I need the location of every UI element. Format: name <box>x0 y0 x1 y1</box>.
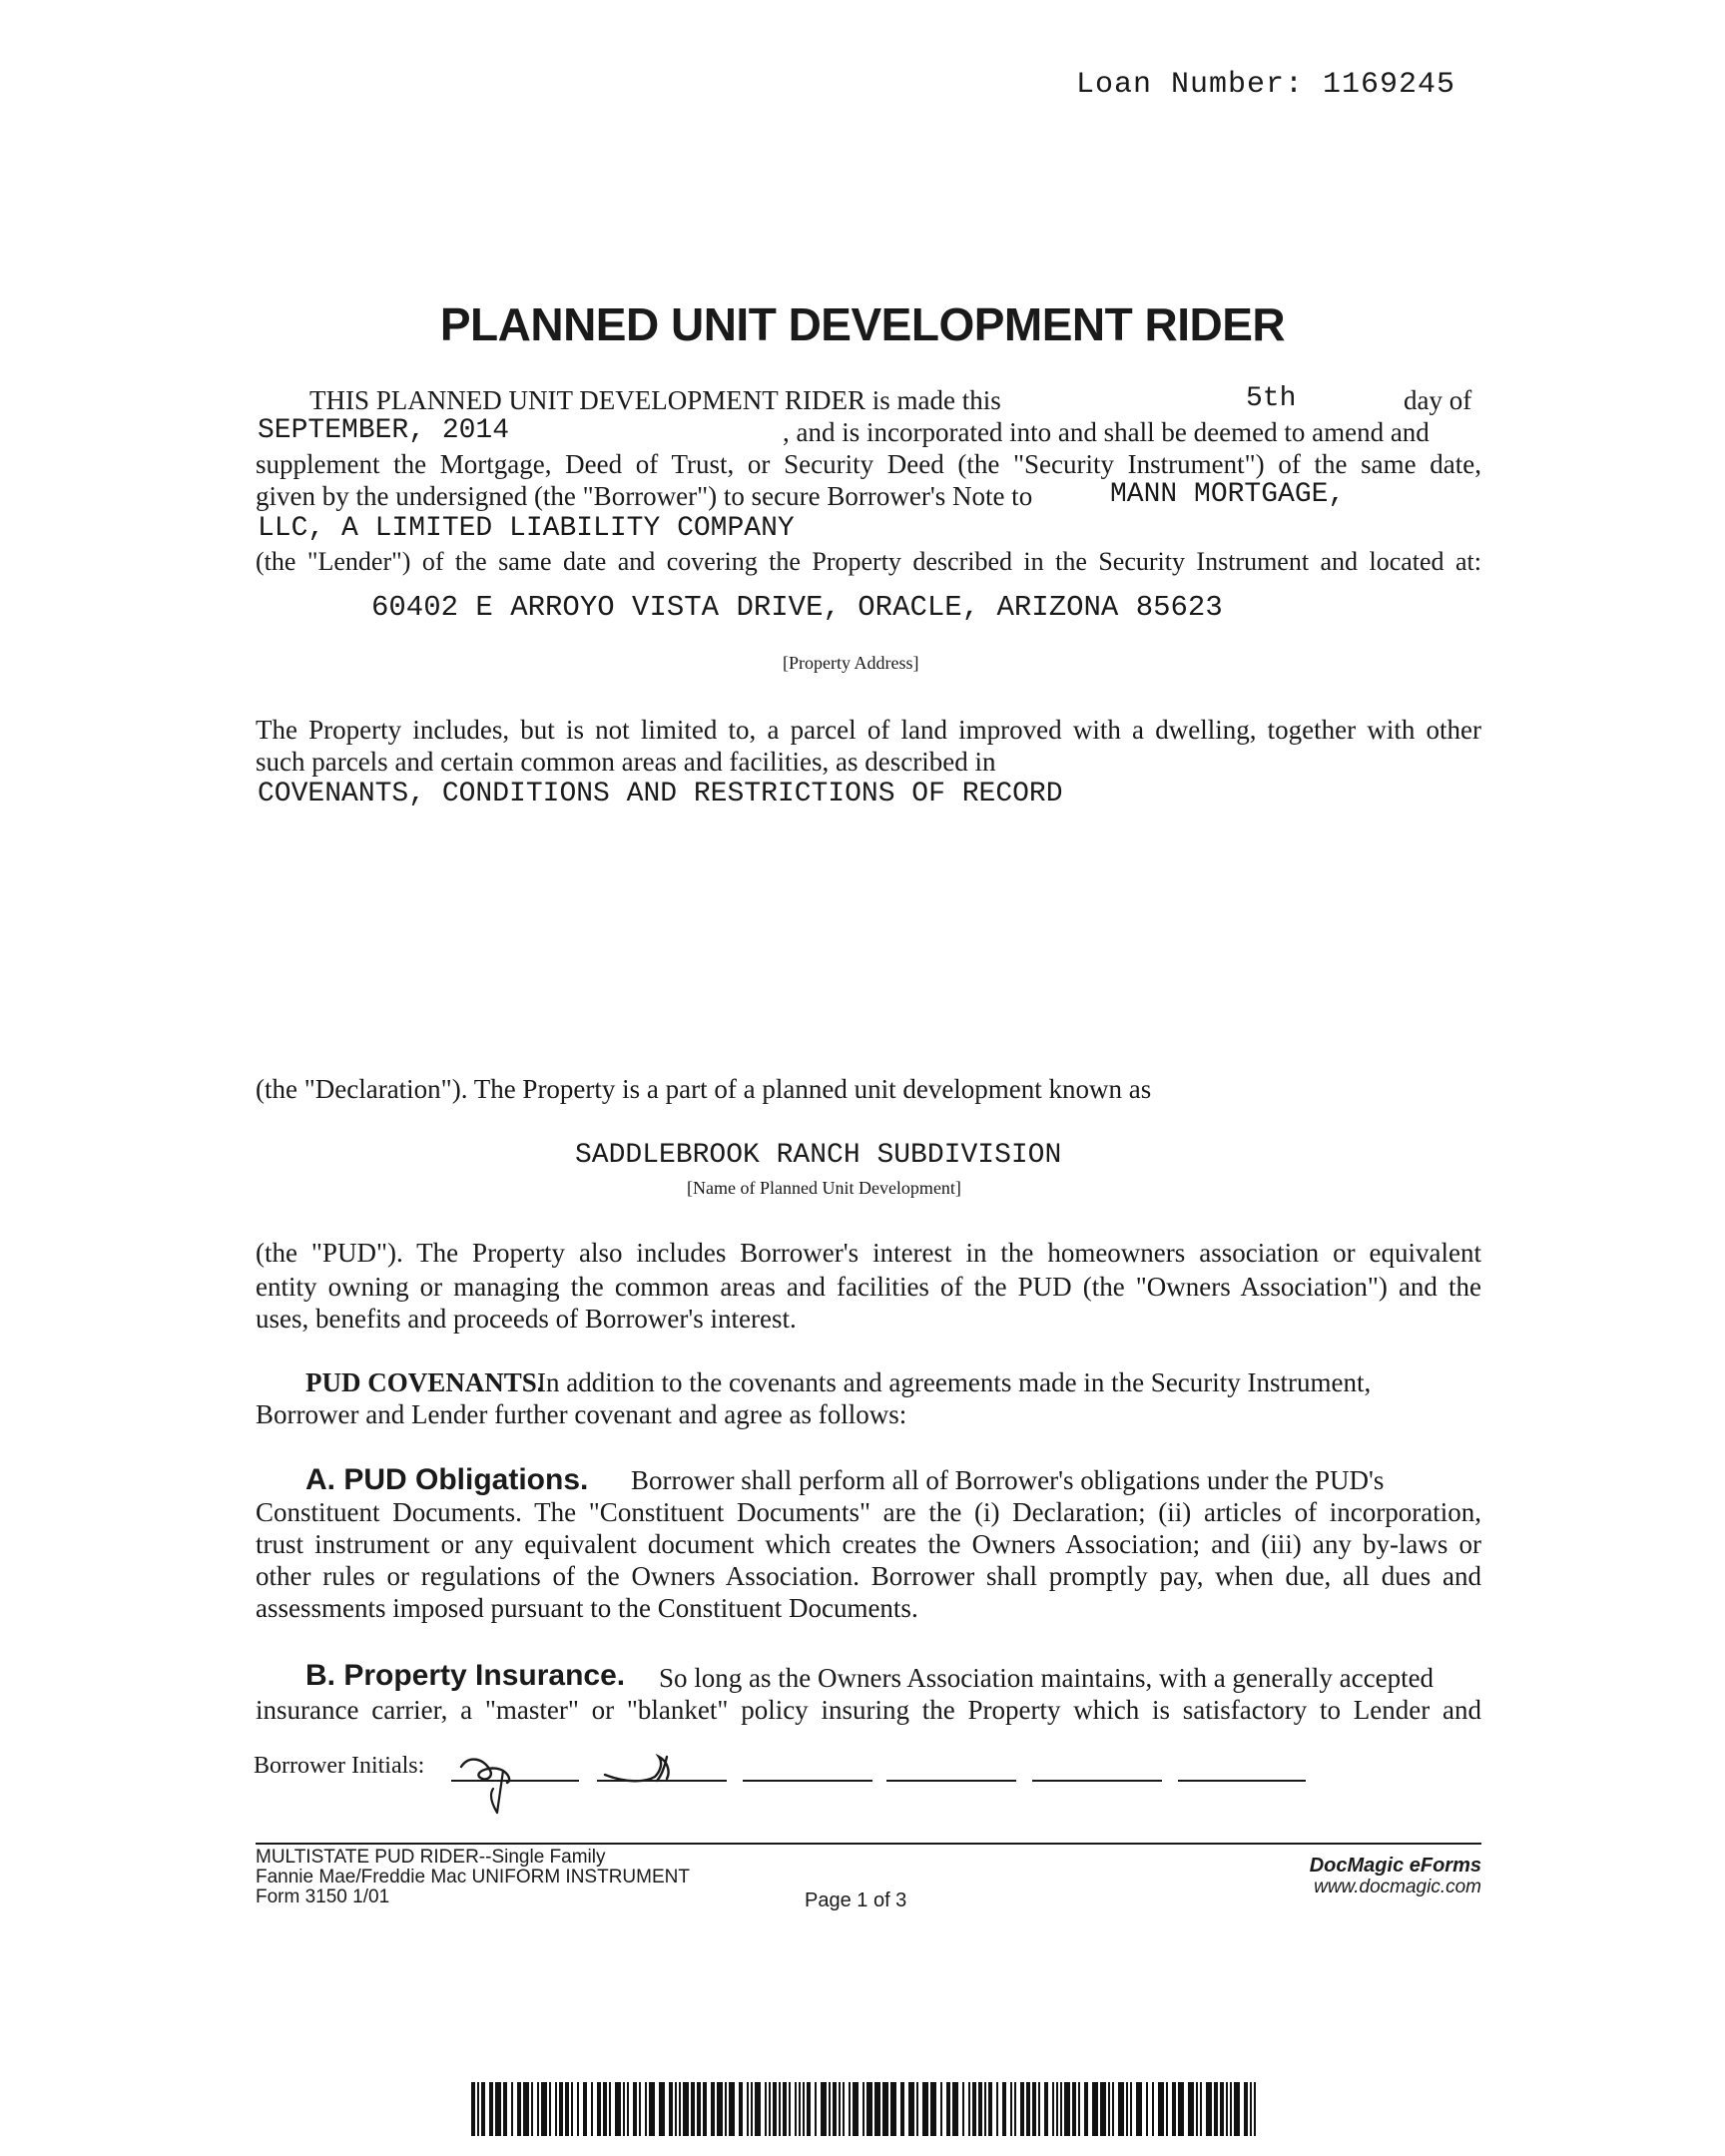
section-a-heading: A. PUD Obligations. <box>305 1463 589 1496</box>
document-title: PLANNED UNIT DEVELOPMENT RIDER <box>439 298 1286 350</box>
pud-name-label: [Name of Planned Unit Development] <box>687 1178 961 1198</box>
property-address-label: [Property Address] <box>783 653 919 673</box>
loan-number: Loan Number: 1169245 <box>1076 68 1456 102</box>
page-number: Page 1 of 3 <box>805 1889 907 1911</box>
section-a-line-2: Constituent Documents. The "Constituent Documents" are the (i) Declaration; (ii) articles of incorporation, <box>256 1497 1481 1527</box>
pud-line-1: (the "PUD"). The Property also includes Borrower's interest in the homeowners association or equivalent <box>256 1238 1481 1268</box>
intro-line-1-tail: day of <box>1404 385 1472 415</box>
property-address: 60402 E ARROYO VISTA DRIVE, ORACLE, ARIZONA 85623 <box>371 591 1223 624</box>
intro-day: 5th <box>1246 383 1297 414</box>
section-b-line-1-tail: So long as the Owners Association maintains, with a generally accepted <box>659 1663 1435 1693</box>
footer-form-info <box>256 1848 690 1907</box>
section-b-line-2: insurance carrier, a "master" or "blanket" policy insuring the Property which is satisfactory to Lender and <box>256 1695 1481 1725</box>
declaration-document: COVENANTS, CONDITIONS AND RESTRICTIONS OF RECORD <box>258 779 1063 809</box>
handwritten-initials <box>449 1737 739 1827</box>
intro-lender-part-1: MANN MORTGAGE, <box>1110 479 1346 510</box>
intro-month-year: SEPTEMBER, 2014 <box>258 415 510 446</box>
footer-rule <box>256 1843 1481 1845</box>
intro-line-4-lead: given by the undersigned (the "Borrower") to secure Borrower's Note to <box>256 481 1033 511</box>
brand-name: DocMagic eForms <box>1309 1855 1481 1877</box>
intro-line-6: (the "Lender") of the same date and covering the Property described in the Security Instrument and located at: <box>256 547 1481 576</box>
pud-line-2: entity owning or managing the common areas and facilities of the PUD (the "Owners Association") and the <box>256 1272 1481 1302</box>
section-a-line-5: assessments imposed pursuant to the Constituent Documents. <box>256 1593 918 1623</box>
intro-line-2-tail: , and is incorporated into and shall be deemed to amend and <box>783 417 1430 447</box>
barcode-icon <box>471 2082 1258 2136</box>
docmagic-logo <box>1310 1855 1481 1898</box>
property-line-2: such parcels and certain common areas and facilities, as described in <box>256 747 996 777</box>
initials-line-5 <box>1032 1780 1162 1782</box>
covenants-line-1-tail: In addition to the covenants and agreements made in the Security Instrument, <box>537 1367 1372 1397</box>
pud-line-3: uses, benefits and proceeds of Borrower's interest. <box>256 1304 797 1334</box>
initials-line-4 <box>886 1780 1016 1782</box>
section-a-line-4: other rules or regulations of the Owners Association. Borrower shall promptly pay, when due, all dues and <box>256 1561 1481 1591</box>
borrower-initials-label: Borrower Initials: <box>254 1753 425 1779</box>
property-line-1: The Property includes, but is not limited to, a parcel of land improved with a dwelling, together with other <box>256 715 1481 745</box>
brand-url: www.docmagic.com <box>1314 1877 1481 1897</box>
section-a-line-3: trust instrument or any equivalent document which creates the Owners Association; and (iii) any by-laws or <box>256 1529 1481 1559</box>
intro-line-1-lead: THIS PLANNED UNIT DEVELOPMENT RIDER is made this <box>309 385 1001 415</box>
section-a-line-1-tail: Borrower shall perform all of Borrower's obligations under the PUD's <box>631 1465 1385 1495</box>
covenants-line-2: Borrower and Lender further covenant and agree as follows: <box>256 1399 907 1429</box>
intro-lender-part-2: LLC, A LIMITED LIABILITY COMPANY <box>258 513 795 544</box>
initials-line-3 <box>743 1780 872 1782</box>
pud-name: SADDLEBROOK RANCH SUBDIVISION <box>575 1140 1062 1171</box>
covenants-heading: PUD COVENANTS. <box>305 1367 544 1397</box>
footer-form-line-1: MULTISTATE PUD RIDER--Single Family <box>256 1847 606 1868</box>
footer-form-line-2: Fannie Mae/Freddie Mac UNIFORM INSTRUMENT <box>256 1867 690 1887</box>
initials-line-6 <box>1178 1780 1306 1782</box>
property-line-3: (the "Declaration"). The Property is a part of a planned unit development known as <box>256 1074 1152 1104</box>
section-b-heading: B. Property Insurance. <box>305 1659 626 1692</box>
intro-line-3: supplement the Mortgage, Deed of Trust, or Security Deed (the "Security Instrument") of the same date, <box>256 449 1481 479</box>
footer-form-line-3: Form 3150 1/01 <box>256 1886 390 1907</box>
